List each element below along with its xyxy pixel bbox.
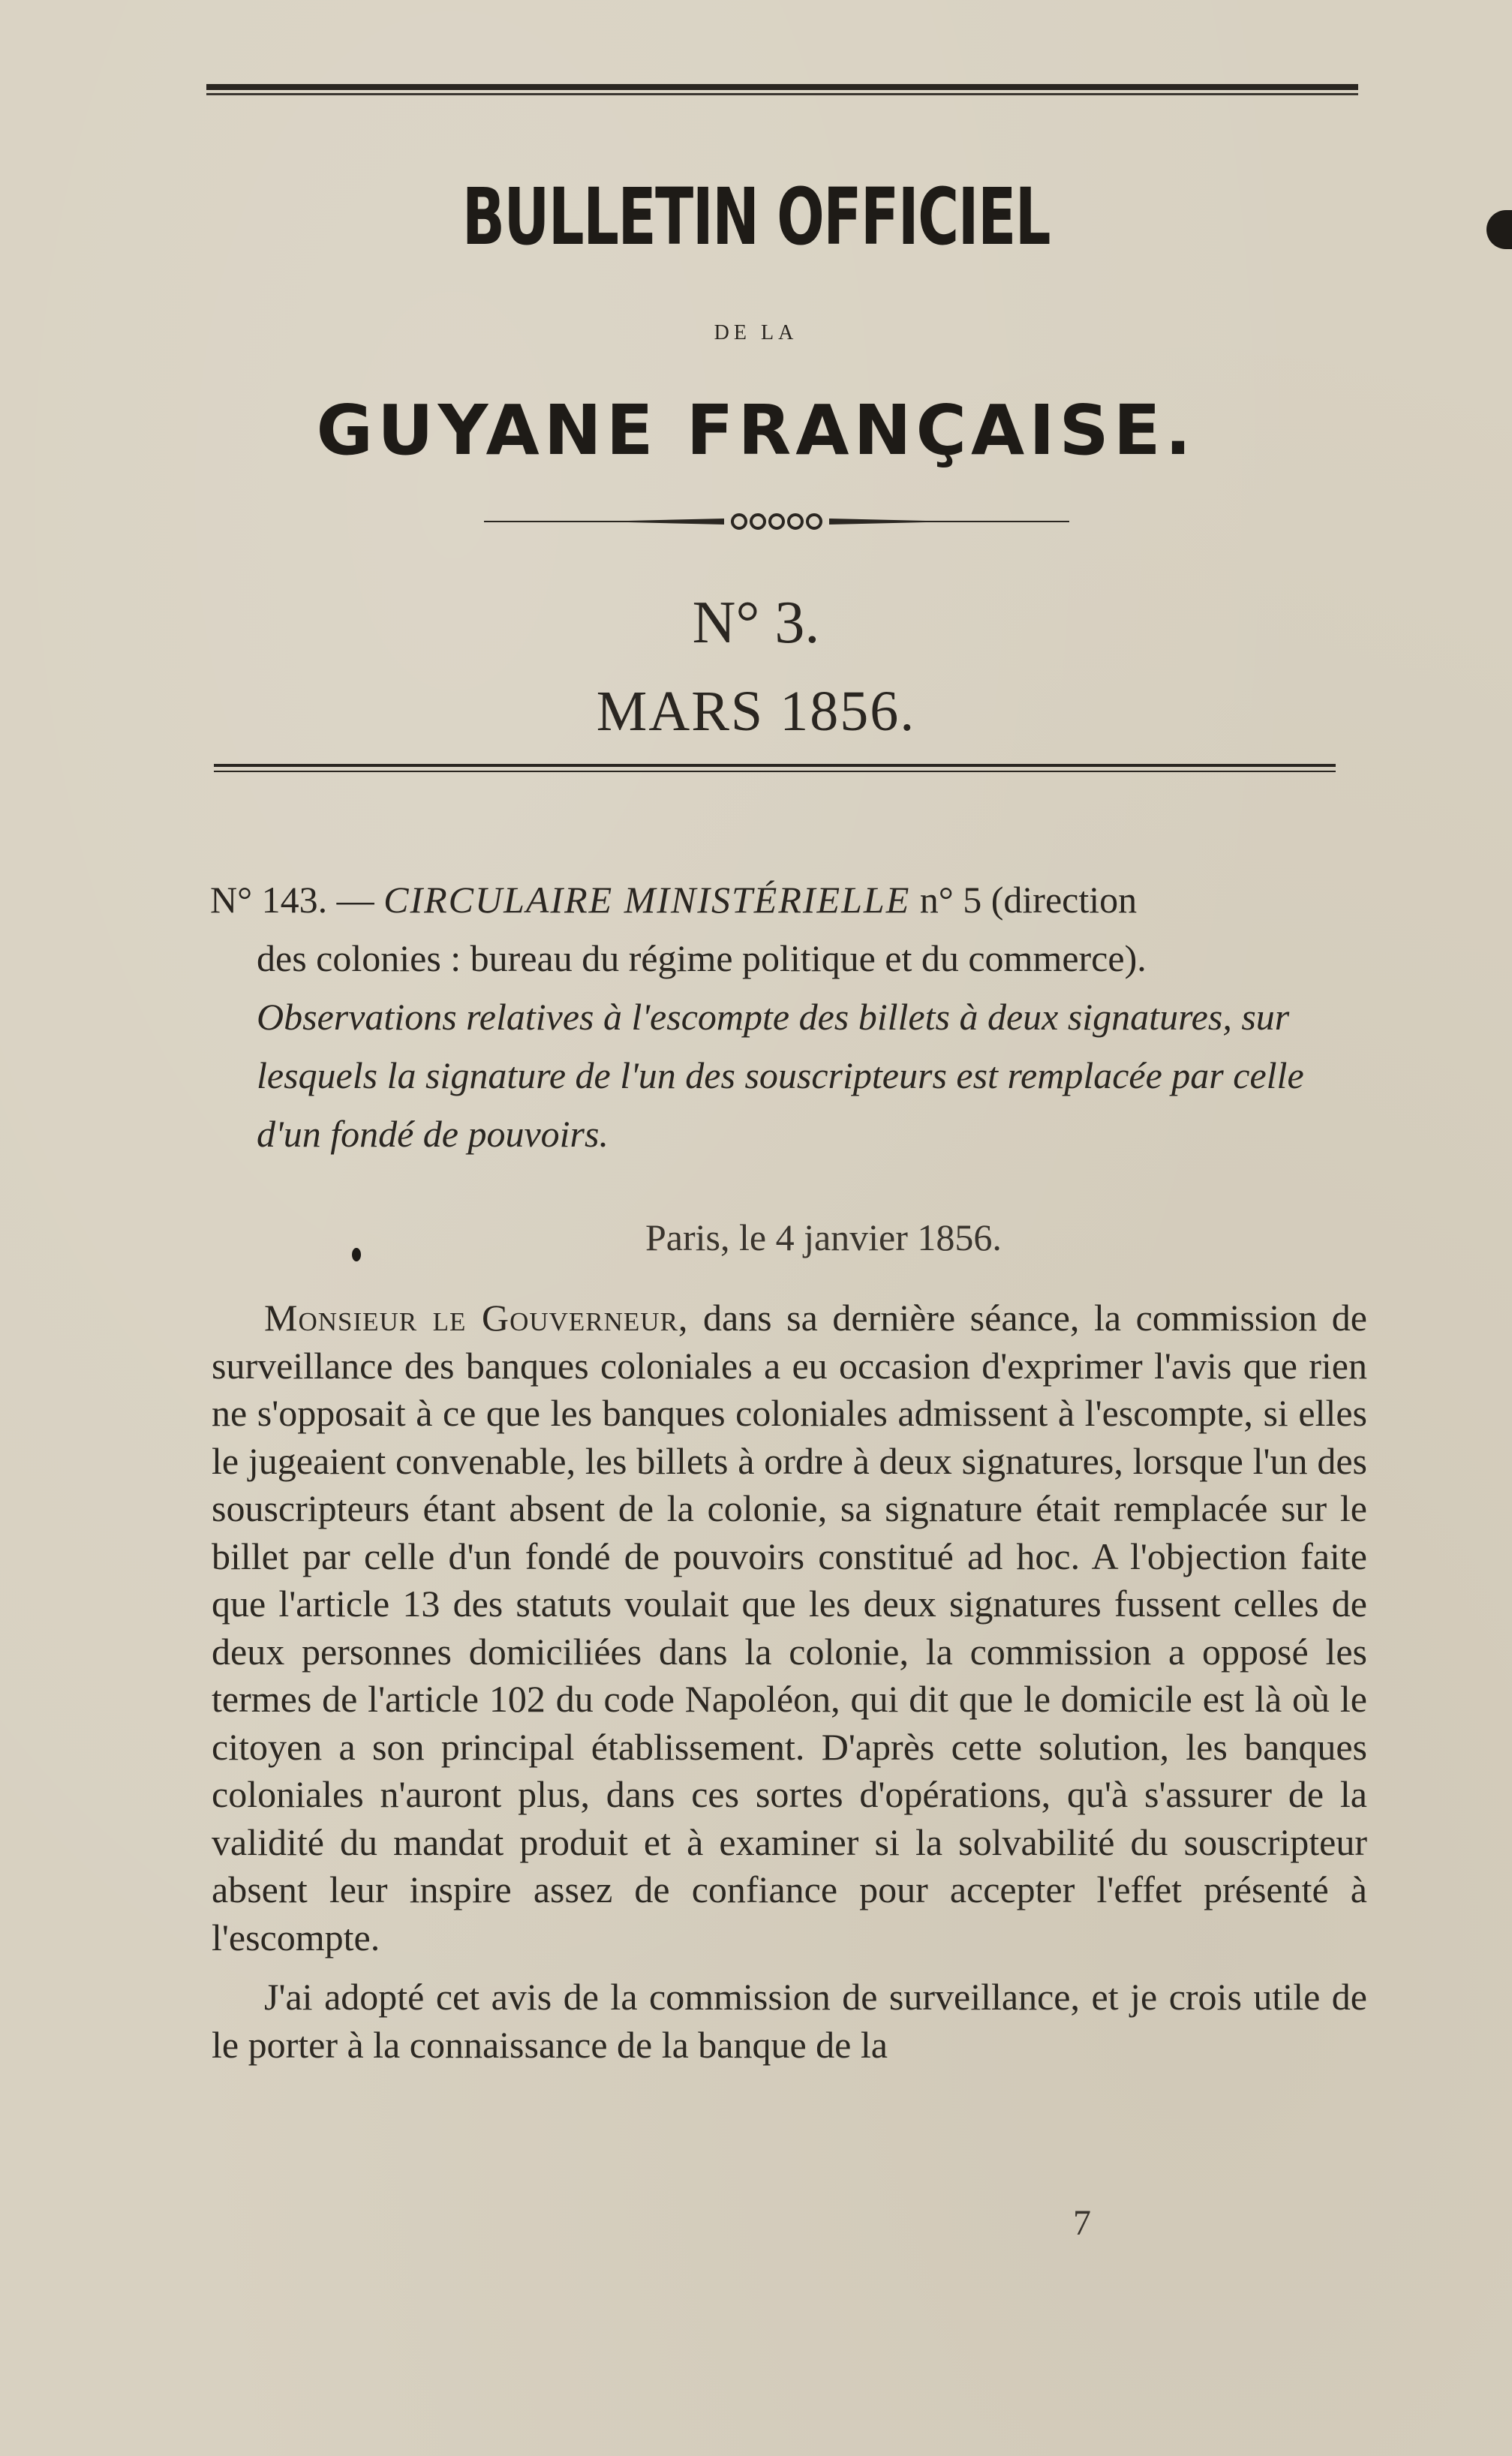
issue-number: N° 3. [692, 590, 820, 656]
paragraph-1-text: dans sa dernière séance, la commission de surveillance des banques coloniales a eu occasion d'exprimer l'avis que rien ne s'opposait à ce que les banques coloniales admissent à l'escompte, si elles le jugeaient convenable, les billets à ordre à deux signatures, lorsque l'un des souscripteurs étant absent de la colonie, sa signature était remplacée sur le billet par celle d'un fondé de pouvoirs constitué ad hoc. A l'objection faite que l'article 13 des statuts voulait que les deux signatures fussent celles de deux personnes domiciliées dans la colonie, la commission a opposé les termes de l'article 102 du code Napoléon, qui dit que le domicile est là où le citoyen a son principal établissement. D'après cette solution, les banques coloniales n'auront plus, dans ces sortes d'opérations, qu'à s'assurer de la validité du mandat produit et à examiner si la solvabilité du souscripteur absent leur inspire assez de confiance pour accepter l'effet présenté à l'escompte. [212, 1297, 1367, 1958]
masthead-title: BULLETIN OFFICIEL [461, 171, 1051, 263]
ornament-divider [484, 513, 1069, 531]
page-number: 7 [1073, 2203, 1091, 2243]
article-subject: Observations relatives à l'escompte des billets à deux signatures, sur lesquels la signature de l'un des souscripteurs est remplacée par celle d'un fondé de pouvoirs. [257, 996, 1304, 1155]
section-rule [214, 764, 1336, 767]
section-rule-thin [214, 771, 1336, 772]
page-edge-mark [1486, 210, 1512, 249]
article-kind-suffix: n° 5 (direction [919, 879, 1138, 921]
article-kind: CIRCULAIRE MINISTÉRIELLE [383, 879, 911, 921]
article-number: N° 143. — [210, 879, 374, 921]
masthead-colony: GUYANE FRANÇAISE. [316, 390, 1196, 470]
body-text [212, 1294, 1367, 2081]
margin-dot [352, 1248, 361, 1261]
article-heading [210, 870, 1366, 1163]
top-rule-thin [206, 93, 1358, 95]
top-rule [206, 84, 1358, 90]
article-heading-line2: des colonies : bureau du régime politique et du commerce). [257, 937, 1147, 979]
issue-date: MARS 1856. [596, 680, 916, 743]
paragraph-2-text: J'ai adopté cet avis de la commission de surveillance, et je crois utile de le porter à la connaissance de la banque de la [212, 1976, 1367, 2066]
paragraph [212, 1294, 1367, 1961]
masthead-subtitle: DE LA [714, 321, 798, 344]
salutation: Monsieur le Gouverneur, [264, 1297, 689, 1339]
dateline: Paris, le 4 janvier 1856. [645, 1216, 1002, 1258]
